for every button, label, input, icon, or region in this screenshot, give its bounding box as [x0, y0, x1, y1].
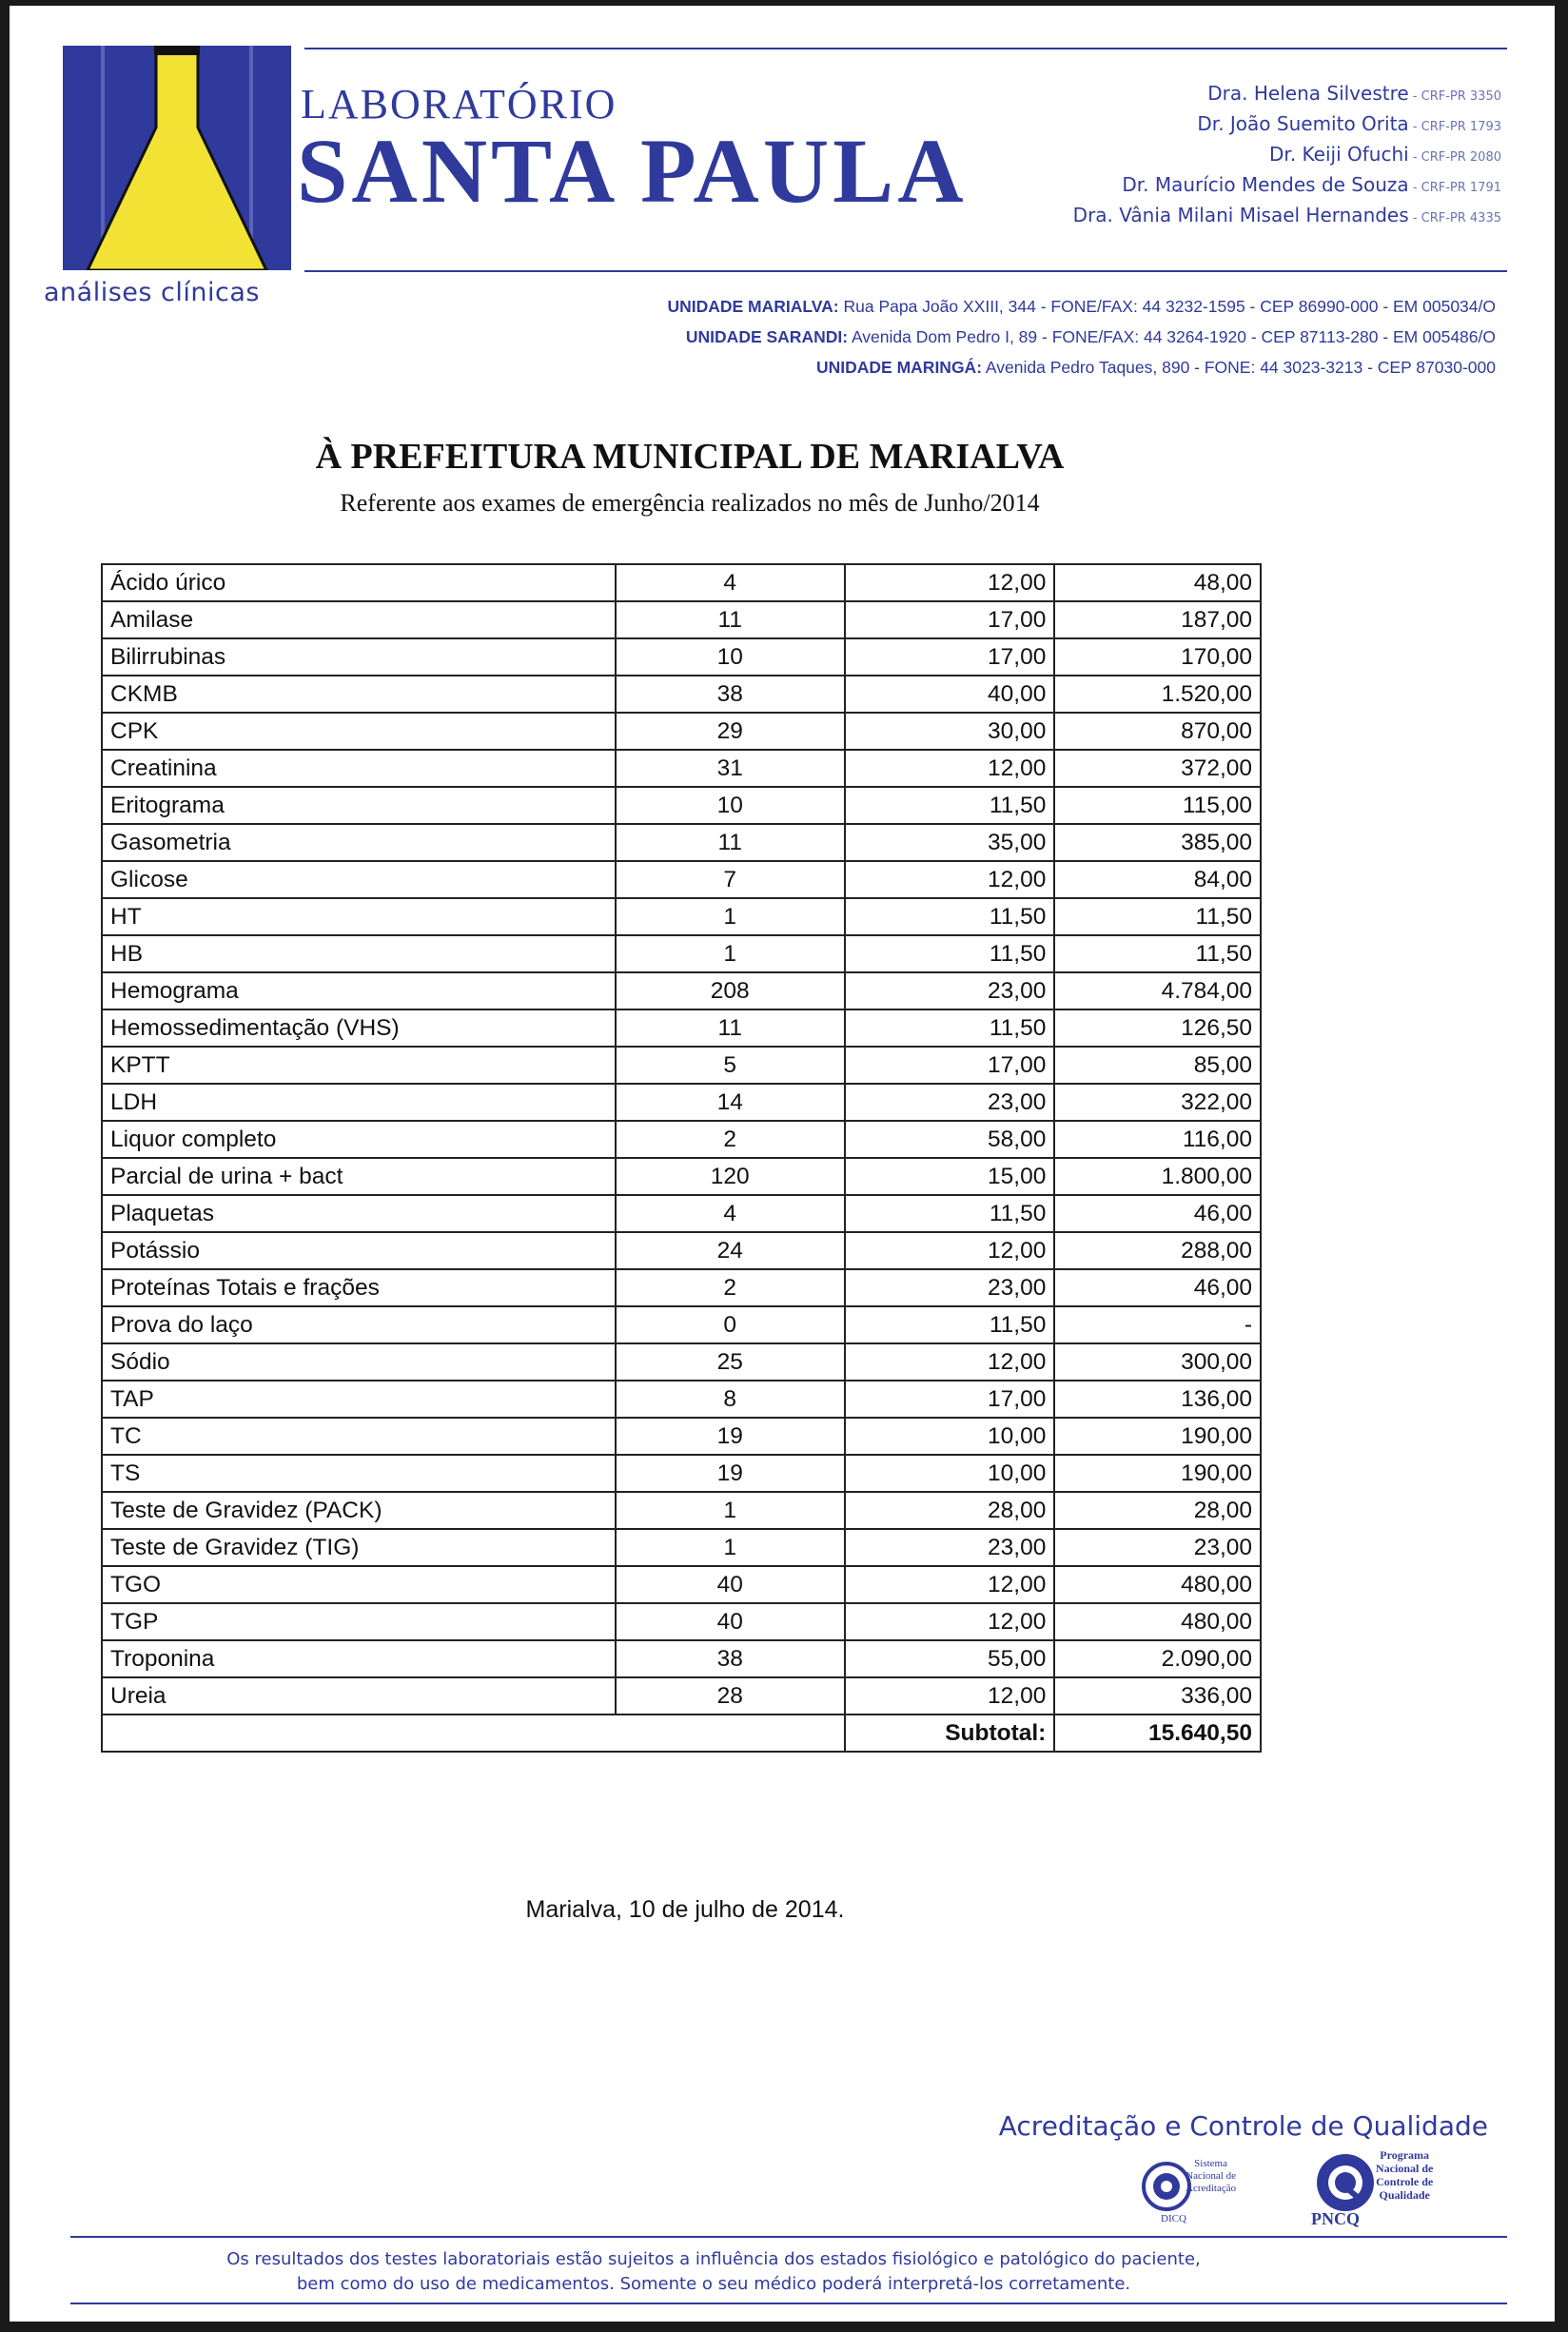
footer-bottom-rule	[70, 2303, 1507, 2304]
unit-price-cell: 58,00	[845, 1121, 1055, 1158]
exam-name-cell: Plaquetas	[102, 1195, 616, 1232]
quantity-cell: 10	[616, 787, 845, 824]
footer-top-rule	[70, 2236, 1507, 2238]
units-list	[667, 291, 1496, 382]
table-row	[102, 824, 1261, 861]
exam-name-cell: HB	[102, 935, 616, 972]
unit-address: UNIDADE SARANDI: Avenida Dom Pedro I, 89 - FONE/FAX: 44 3264-1920 - CEP 87113-280 - EM 005486/O	[685, 327, 1496, 346]
unit-price-cell: 11,50	[845, 935, 1055, 972]
row-total-cell: 480,00	[1054, 1566, 1261, 1603]
quantity-cell: 38	[616, 676, 845, 713]
table-row	[102, 1047, 1261, 1084]
unit-price-cell: 11,50	[845, 1306, 1055, 1343]
table-row	[102, 601, 1261, 638]
quantity-cell: 11	[616, 601, 845, 638]
pncq-seal-text: Programa Nacional de Controle de Qualidade	[1376, 2148, 1434, 2202]
row-total-cell: 116,00	[1054, 1121, 1261, 1158]
quantity-cell: 40	[616, 1566, 845, 1603]
signature-date: Marialva, 10 de julho de 2014.	[525, 1896, 845, 1923]
exam-name-cell: HT	[102, 898, 616, 935]
unit-price-cell: 12,00	[845, 1566, 1055, 1603]
table-row	[102, 1084, 1261, 1121]
unit-price-cell: 23,00	[845, 1084, 1055, 1121]
exam-name-cell: Eritograma	[102, 787, 616, 824]
brand-main-text: SANTA PAULA	[297, 120, 968, 222]
table-row	[102, 1418, 1261, 1455]
table-row	[102, 1009, 1261, 1047]
exam-name-cell: Glicose	[102, 861, 616, 898]
subtotal-value: 15.640,50	[1054, 1715, 1261, 1752]
unit-address: UNIDADE MARIALVA: Rua Papa João XXIII, 344 - FONE/FAX: 44 3232-1595 - CEP 86990-000 - EM 005034/O	[667, 297, 1496, 316]
table-row	[102, 1195, 1261, 1232]
unit-price-cell: 12,00	[845, 1677, 1055, 1715]
pncq-label: PNCQ	[1311, 2209, 1360, 2228]
table-row	[102, 787, 1261, 824]
doctor-entry: Dr. João Suemito Orita - CRF-PR 1793	[1197, 112, 1501, 135]
table-row	[102, 1529, 1261, 1566]
exam-name-cell: TGO	[102, 1566, 616, 1603]
quantity-cell: 38	[616, 1640, 845, 1677]
exam-name-cell: Teste de Gravidez (TIG)	[102, 1529, 616, 1566]
table-row	[102, 1306, 1261, 1343]
row-total-cell: 115,00	[1054, 787, 1261, 824]
accreditation-heading: Acreditação e Controle de Qualidade	[998, 2110, 1488, 2142]
unit-price-cell: 35,00	[845, 824, 1055, 861]
row-total-cell: 170,00	[1054, 638, 1261, 676]
row-total-cell: 190,00	[1054, 1418, 1261, 1455]
unit-price-cell: 15,00	[845, 1158, 1055, 1195]
table-row	[102, 750, 1261, 787]
table-row	[102, 972, 1261, 1009]
quantity-cell: 19	[616, 1455, 845, 1492]
quantity-cell: 10	[616, 638, 845, 676]
unit-price-cell: 11,50	[845, 787, 1055, 824]
unit-price-cell: 11,50	[845, 1009, 1055, 1047]
doctor-entry: Dra. Helena Silvestre - CRF-PR 3350	[1207, 82, 1501, 105]
quantity-cell: 1	[616, 1492, 845, 1529]
quantity-cell: 24	[616, 1232, 845, 1269]
exam-name-cell: Hemossedimentação (VHS)	[102, 1009, 616, 1047]
table-row	[102, 1455, 1261, 1492]
table-row	[102, 1158, 1261, 1195]
doctors-list	[1073, 80, 1501, 232]
unit-price-cell: 12,00	[845, 1343, 1055, 1381]
exam-name-cell: TC	[102, 1418, 616, 1455]
quantity-cell: 11	[616, 1009, 845, 1047]
flask-logo-icon	[63, 46, 291, 270]
unit-price-cell: 23,00	[845, 1269, 1055, 1306]
unit-price-cell: 10,00	[845, 1455, 1055, 1492]
row-total-cell: 372,00	[1054, 750, 1261, 787]
document-page	[10, 6, 1555, 2322]
header-top-rule	[304, 48, 1507, 49]
row-total-cell: 870,00	[1054, 713, 1261, 750]
exam-name-cell: LDH	[102, 1084, 616, 1121]
quantity-cell: 1	[616, 935, 845, 972]
exam-name-cell: Ácido úrico	[102, 564, 616, 601]
table-row	[102, 1640, 1261, 1677]
table-row	[102, 1603, 1261, 1640]
row-total-cell: 322,00	[1054, 1084, 1261, 1121]
row-total-cell: 300,00	[1054, 1343, 1261, 1381]
document-title: À PREFEITURA MUNICIPAL DE MARIALVA	[315, 437, 1065, 477]
row-total-cell: 385,00	[1054, 824, 1261, 861]
quantity-cell: 2	[616, 1269, 845, 1306]
row-total-cell: 23,00	[1054, 1529, 1261, 1566]
exam-name-cell: Creatinina	[102, 750, 616, 787]
unit-price-cell: 23,00	[845, 972, 1055, 1009]
subtotal-blank	[616, 1715, 845, 1752]
exam-name-cell: TS	[102, 1455, 616, 1492]
row-total-cell: 190,00	[1054, 1455, 1261, 1492]
subtotal-label: Subtotal:	[845, 1715, 1055, 1752]
unit-address: UNIDADE MARINGÁ: Avenida Pedro Taques, 890 - FONE: 44 3023-3213 - CEP 87030-000	[816, 358, 1496, 377]
row-total-cell: 480,00	[1054, 1603, 1261, 1640]
row-total-cell: -	[1054, 1306, 1261, 1343]
exam-name-cell: TAP	[102, 1381, 616, 1418]
exam-name-cell: CKMB	[102, 676, 616, 713]
exam-name-cell: KPTT	[102, 1047, 616, 1084]
row-total-cell: 46,00	[1054, 1195, 1261, 1232]
row-total-cell: 11,50	[1054, 935, 1261, 972]
exam-name-cell: Proteínas Totais e frações	[102, 1269, 616, 1306]
row-total-cell: 4.784,00	[1054, 972, 1261, 1009]
row-total-cell: 48,00	[1054, 564, 1261, 601]
row-total-cell: 136,00	[1054, 1381, 1261, 1418]
brand-top-text: LABORATÓRIO	[301, 81, 617, 127]
exams-table	[101, 563, 1262, 1753]
exam-name-cell: Potássio	[102, 1232, 616, 1269]
quantity-cell: 25	[616, 1343, 845, 1381]
quantity-cell: 0	[616, 1306, 845, 1343]
row-total-cell: 11,50	[1054, 898, 1261, 935]
unit-price-cell: 17,00	[845, 638, 1055, 676]
unit-price-cell: 10,00	[845, 1418, 1055, 1455]
exam-name-cell: Hemograma	[102, 972, 616, 1009]
table-row	[102, 1232, 1261, 1269]
doctor-entry: Dr. Maurício Mendes de Souza - CRF-PR 1791	[1122, 173, 1501, 196]
quantity-cell: 208	[616, 972, 845, 1009]
row-total-cell: 46,00	[1054, 1269, 1261, 1306]
quantity-cell: 11	[616, 824, 845, 861]
row-total-cell: 336,00	[1054, 1677, 1261, 1715]
document-subtitle: Referente aos exames de emergência realizados no mês de Junho/2014	[340, 489, 1040, 517]
quantity-cell: 40	[616, 1603, 845, 1640]
exam-name-cell: Bilirrubinas	[102, 638, 616, 676]
exam-name-cell: Amilase	[102, 601, 616, 638]
row-total-cell: 187,00	[1054, 601, 1261, 638]
quantity-cell: 7	[616, 861, 845, 898]
unit-price-cell: 12,00	[845, 750, 1055, 787]
row-total-cell: 126,50	[1054, 1009, 1261, 1047]
unit-price-cell: 12,00	[845, 861, 1055, 898]
exam-name-cell: Troponina	[102, 1640, 616, 1677]
exam-name-cell: Teste de Gravidez (PACK)	[102, 1492, 616, 1529]
quantity-cell: 8	[616, 1381, 845, 1418]
quantity-cell: 2	[616, 1121, 845, 1158]
row-total-cell: 84,00	[1054, 861, 1261, 898]
subtotal-blank	[102, 1715, 616, 1752]
row-total-cell: 85,00	[1054, 1047, 1261, 1084]
disclaimer	[10, 2247, 1418, 2297]
table-row	[102, 1566, 1261, 1603]
unit-price-cell: 30,00	[845, 713, 1055, 750]
table-row	[102, 1381, 1261, 1418]
table-row	[102, 564, 1261, 601]
unit-price-cell: 17,00	[845, 601, 1055, 638]
dicq-seal-text: Sistema Nacional de Acreditação	[1186, 2158, 1237, 2194]
quantity-cell: 28	[616, 1677, 845, 1715]
unit-price-cell: 12,00	[845, 1603, 1055, 1640]
row-total-cell: 2.090,00	[1054, 1640, 1261, 1677]
table-row	[102, 935, 1261, 972]
quantity-cell: 1	[616, 898, 845, 935]
doctor-entry: Dra. Vânia Milani Misael Hernandes - CRF-PR 4335	[1072, 204, 1501, 226]
exam-name-cell: Liquor completo	[102, 1121, 616, 1158]
quantity-cell: 31	[616, 750, 845, 787]
unit-price-cell: 17,00	[845, 1381, 1055, 1418]
quantity-cell: 19	[616, 1418, 845, 1455]
quantity-cell: 14	[616, 1084, 845, 1121]
exam-name-cell: Prova do laço	[102, 1306, 616, 1343]
exam-name-cell: TGP	[102, 1603, 616, 1640]
quantity-cell: 4	[616, 1195, 845, 1232]
row-total-cell: 1.520,00	[1054, 676, 1261, 713]
row-total-cell: 28,00	[1054, 1492, 1261, 1529]
table-row	[102, 1677, 1261, 1715]
table-row	[102, 713, 1261, 750]
unit-price-cell: 17,00	[845, 1047, 1055, 1084]
exam-name-cell: Gasometria	[102, 824, 616, 861]
quantity-cell: 4	[616, 564, 845, 601]
header-bottom-rule	[304, 270, 1507, 272]
exam-name-cell: CPK	[102, 713, 616, 750]
table-row	[102, 638, 1261, 676]
quantity-cell: 120	[616, 1158, 845, 1195]
table-row	[102, 676, 1261, 713]
unit-price-cell: 12,00	[845, 564, 1055, 601]
unit-price-cell: 40,00	[845, 676, 1055, 713]
table-row	[102, 1269, 1261, 1306]
table-row	[102, 861, 1261, 898]
subtotal-row	[102, 1715, 1261, 1752]
unit-price-cell: 11,50	[845, 1195, 1055, 1232]
quantity-cell: 5	[616, 1047, 845, 1084]
table-row	[102, 1121, 1261, 1158]
table-row	[102, 1492, 1261, 1529]
row-total-cell: 1.800,00	[1054, 1158, 1261, 1195]
unit-price-cell: 28,00	[845, 1492, 1055, 1529]
dicq-label: DICQ	[1161, 2213, 1186, 2224]
quantity-cell: 1	[616, 1529, 845, 1566]
row-total-cell: 288,00	[1054, 1232, 1261, 1269]
unit-price-cell: 23,00	[845, 1529, 1055, 1566]
table-row	[102, 1343, 1261, 1381]
exam-name-cell: Ureia	[102, 1677, 616, 1715]
doctor-entry: Dr. Keiji Ofuchi - CRF-PR 2080	[1269, 143, 1501, 166]
disclaimer-line: bem como do uso de medicamentos. Somente o seu médico poderá interpretá-los corretamente.	[296, 2274, 1131, 2294]
exam-name-cell: Parcial de urina + bact	[102, 1158, 616, 1195]
brand-subtitle: análises clínicas	[44, 278, 260, 307]
disclaimer-line: Os resultados dos testes laboratoriais estão sujeitos a influência dos estados fisiológico e patológico do paciente,	[226, 2249, 1201, 2269]
table-row	[102, 898, 1261, 935]
exam-name-cell: Sódio	[102, 1343, 616, 1381]
unit-price-cell: 12,00	[845, 1232, 1055, 1269]
unit-price-cell: 11,50	[845, 898, 1055, 935]
unit-price-cell: 55,00	[845, 1640, 1055, 1677]
quantity-cell: 29	[616, 713, 845, 750]
